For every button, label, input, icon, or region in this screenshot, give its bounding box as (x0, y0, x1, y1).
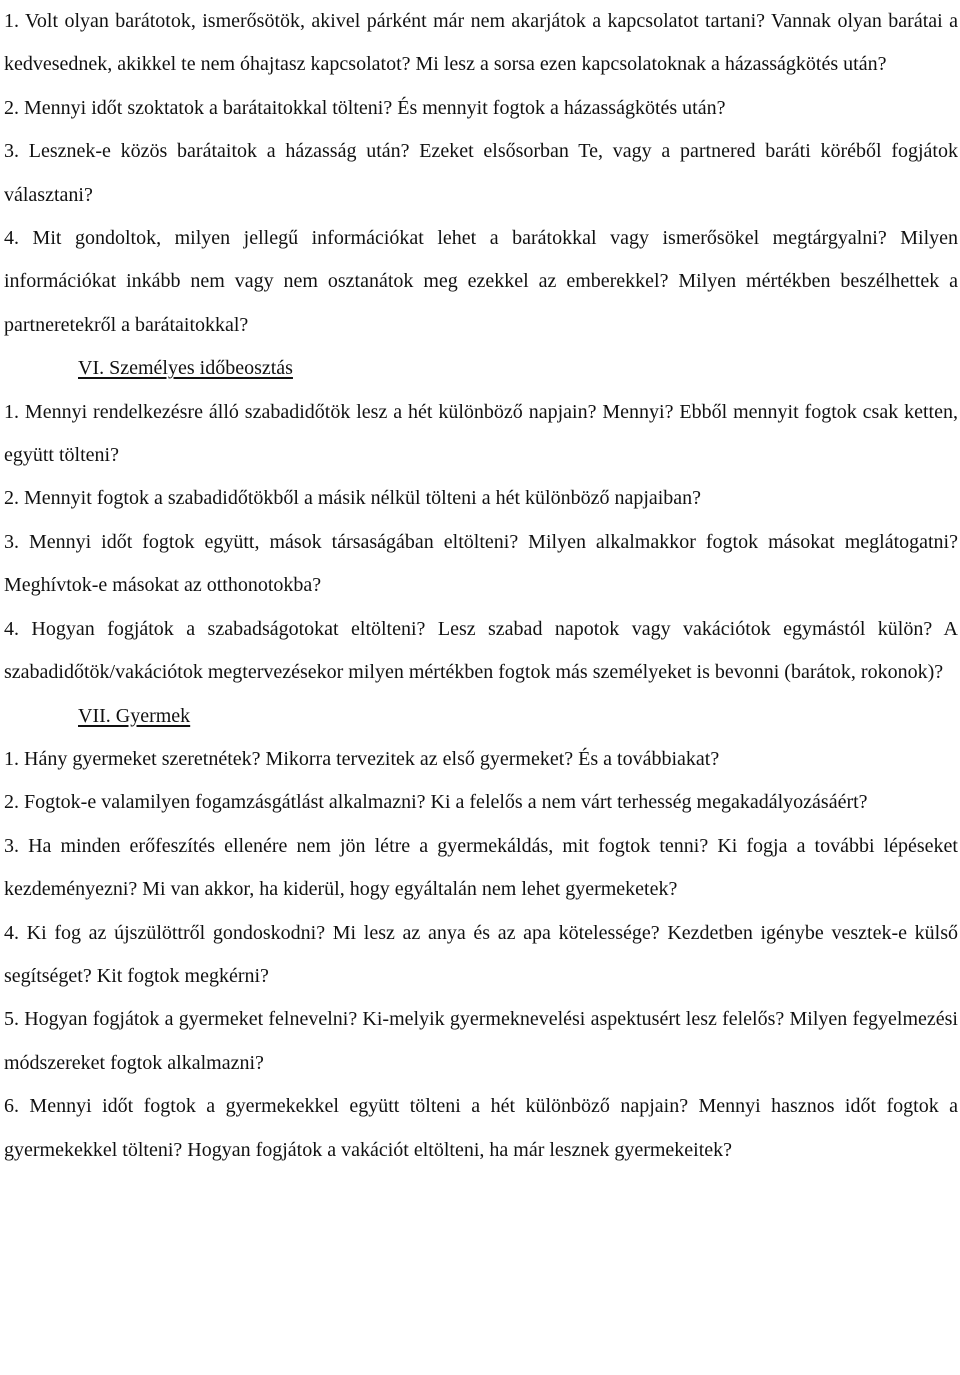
question-paragraph: 4. Hogyan fogjátok a szabadságotokat eltölteni? Lesz szabad napotok vagy vakációtok egymástól külön? A szabadidőtök/vakációtok megtervezésekor milyen mértékben fogtok más személyeket is bevonni (barátok, rokonok)? (4, 617, 958, 684)
question-paragraph: 3. Lesznek-e közös barátaitok a házasság után? Ezeket elsősorban Te, vagy a partnered baráti köréből fogjátok választani? (4, 140, 958, 206)
question-paragraph: 1. Hány gyermeket szeretnétek? Mikorra tervezitek az első gyermeket? És a továbbiakat? (4, 747, 720, 770)
question-paragraph: 5. Hogyan fogjátok a gyermeket felnevelni? Ki-melyik gyermeknevelési aspektusért lesz felelős? Milyen fegyelmezési módszereket fogtok alkalmazni? (4, 1008, 958, 1074)
question-paragraph: 2. Mennyit fogtok a szabadidőtökből a másik nélkül tölteni a hét különböző napjaiban? (4, 487, 702, 510)
question-paragraph: 6. Mennyi időt fogtok a gyermekekkel együtt tölteni a hét különböző napjain? Mennyi hasznos időt fogtok a gyermekekkel tölteni? Hogyan fogjátok a vakációt eltölteni, ha már lesznek gyermekeitek? (4, 1095, 958, 1161)
section-heading: VII. Gyermek (78, 704, 191, 727)
question-paragraph: 2. Mennyi időt szoktatok a barátaitokkal tölteni? És mennyit fogtok a házasságkötés után? (4, 96, 726, 119)
question-paragraph: 2. Fogtok-e valamilyen fogamzásgátlást alkalmazni? Ki a felelős a nem várt terhesség megakadályozásáért? (4, 791, 868, 814)
question-paragraph: 1. Volt olyan barátotok, ismerősötök, akivel párként már nem akarjátok a kapcsolatot tartani? Vannak olyan barátai a kedvesednek, akikkel te nem óhajtasz kapcsolatot? Mi lesz a sorsa ezen kapcsolatoknak a házasságkötés után? (4, 10, 958, 76)
question-paragraph: 4. Mit gondoltok, milyen jellegű információkat lehet a barátokkal vagy ismerősökel megtárgyalni? Milyen információkat inkább nem vagy nem osztanátok meg ezekkel az emberekkel? Milyen mértékben beszélhettek a partneretekről a barátaitokkal? (4, 227, 958, 336)
question-paragraph: 1. Mennyi rendelkezésre álló szabadidőtök lesz a hét különböző napjain? Mennyi? Ebből mennyit fogtok csak ketten, együtt tölteni? (4, 400, 958, 467)
question-paragraph: 3. Ha minden erőfeszítés ellenére nem jön létre a gyermekáldás, mit fogtok tenni? Ki fogja a további lépéseket kezdeményezni? Mi van akkor, ha kiderül, hogy egyáltalán nem lehet gyermeketek? (4, 834, 958, 901)
section-heading: VI. Személyes időbeosztás (78, 357, 293, 380)
question-paragraph: 4. Ki fog az újszülöttről gondoskodni? Mi lesz az anya és az apa kötelessége? Kezdetben igénybe vesztek-e külső segítséget? Kit fogtok megkérni? (4, 921, 958, 987)
document-page (4, 0, 958, 1172)
question-paragraph: 3. Mennyi időt fogtok együtt, mások társaságában eltölteni? Milyen alkalmakkor fogtok másokat meglátogatni? Meghívtok-e másokat az otthonotokba? (4, 530, 958, 597)
